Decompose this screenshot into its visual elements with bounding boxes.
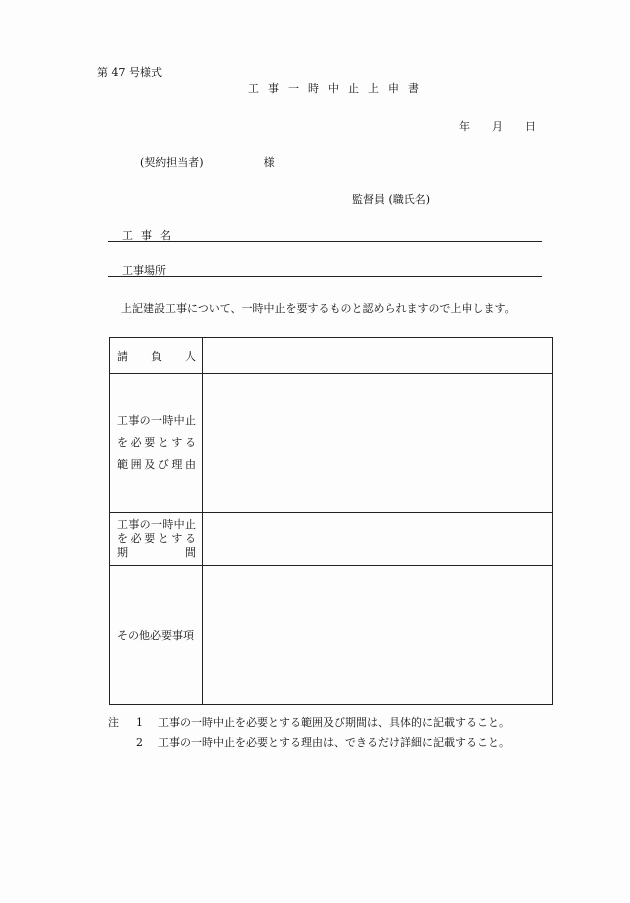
notes-prefix: 注 (108, 716, 119, 729)
note-text: 工事の一時中止を必要とする理由は、できるだけ詳細に記載すること。 (158, 736, 510, 749)
project-location-label: 工事場所 (122, 264, 166, 277)
contractor-label-cell (110, 338, 203, 374)
table-row-contractor (110, 338, 553, 374)
period-label-line: 期 間 (117, 546, 196, 559)
reason-label-line: 工 事 の 一 時 中 止 (117, 414, 196, 427)
reason-label-line: 範 囲 及 び 理 由 (117, 458, 196, 471)
table-row-period (110, 513, 553, 566)
supervisor-label: 監督員 (職氏名) (352, 193, 431, 206)
contractor-value-cell (203, 338, 553, 374)
date-year: 年 (459, 120, 470, 133)
application-table (109, 337, 553, 705)
date-day: 日 (525, 120, 536, 133)
notes (108, 713, 510, 753)
table-row-other (110, 566, 553, 705)
project-name-label: 工事名 (122, 229, 179, 242)
addressee-label: (契約担当者) (140, 156, 204, 169)
reason-label-cell (110, 374, 203, 513)
other-label: その他必要事項 (117, 629, 194, 642)
addressee-suffix: 様 (263, 156, 275, 169)
statement-text: 上記建設工事について、一時中止を要するものと認められますので上申します。 (121, 302, 516, 315)
period-label-line: 工 事 の 一 時 中 止 (117, 518, 196, 531)
contractor-label: 請 負 人 (117, 349, 196, 363)
period-value-cell (203, 513, 553, 566)
note-number: 1 (136, 716, 143, 729)
date-month: 月 (492, 120, 503, 133)
other-value-cell (203, 566, 553, 705)
project-location-field (108, 262, 542, 277)
note-item (108, 733, 510, 753)
other-label-cell (110, 566, 203, 705)
note-item (108, 713, 510, 733)
project-name-field (108, 227, 542, 242)
reason-label-line: を 必 要 と す る (117, 436, 196, 449)
table-row-reason (110, 374, 553, 513)
period-label-line: を 必 要 と す る (117, 532, 196, 545)
date-line (459, 118, 536, 134)
note-text: 工事の一時中止を必要とする範囲及び期間は、具体的に記載すること。 (158, 716, 510, 729)
note-number: 2 (136, 736, 143, 749)
period-label-cell (110, 513, 203, 566)
reason-value-cell (203, 374, 553, 513)
addressee-line (140, 154, 275, 170)
form-number: 第 47 号様式 (97, 66, 162, 79)
document-title: 工事一時中止上申書 (248, 82, 428, 95)
